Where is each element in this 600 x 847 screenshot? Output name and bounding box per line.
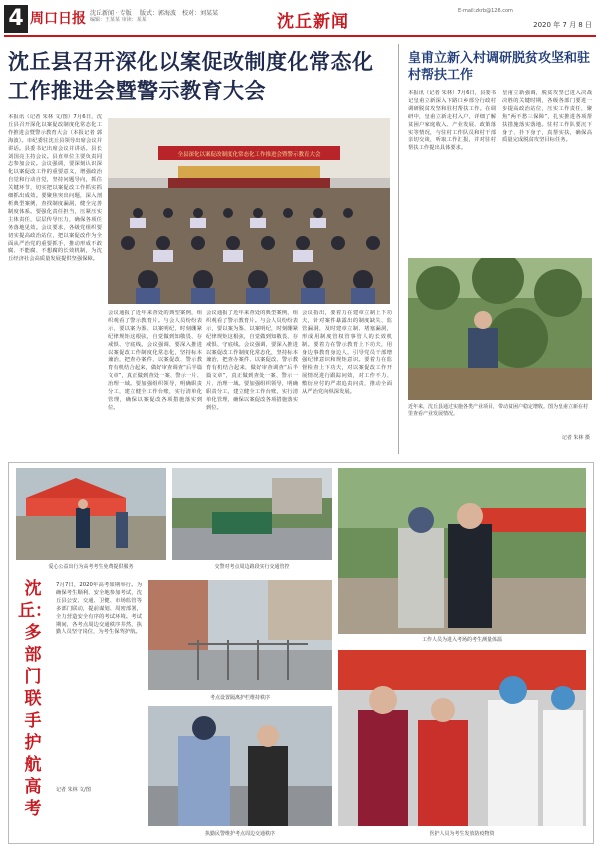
header-meta-2: 版式：郭海波	[140, 10, 177, 17]
header-email: E-mail:zkrb@126.com	[458, 8, 513, 14]
main-article-col-4: 会议指出，要着力在建章立制上下功夫，针对案件暴露出的制度缺失、监管漏洞，及时建章立制、堵塞漏洞，形成用制度管权管事管人的长效机制。要着力在警示教育上下功夫，用身边事教育身边人，引导党员干部增强纪律意识和规矩意识。要着力在监督检查上下功夫，对以案促改工作开展情况进行跟踪问效，对工作不力、敷衍应付的严肃追责问责，推动全面从严治党向纵深发展。	[302, 310, 392, 396]
photo-exam-barrier-art	[148, 580, 332, 690]
photo-police-duty	[148, 706, 332, 826]
side-article-col-1: 本报讯（记者 朱林）7月6日，县委书记皇甫立新深入卞路口乡部分行政村调研脱贫攻坚和驻村帮扶工作。在调研中，皇甫立新走村入户，详细了解贫困户家庭收入、产业发展、政策落实等情况，与驻村工作队员和村干部亲切交谈，听取工作汇报，并对驻村帮扶工作提出具体要求。	[408, 90, 496, 152]
header-meta-3: 校对：刘某某	[182, 10, 219, 17]
village-photo-credit: 记者 朱林 摄	[561, 435, 590, 441]
side-headline: 皇甫立新入村调研脱贫攻坚和驻村帮扶工作	[408, 51, 591, 83]
meeting-photo-art	[108, 118, 390, 304]
side-article-col-2: 皇甫立新强调，脱贫攻坚已进入决战决胜的关键时期，各级各部门要进一步提高政治站位，压实工作责任，聚焦“两不愁三保障”，扎实推进各项帮扶措施落实落地。驻村工作队要沉下身子、扑下身子，真帮实扶，确保高质量完成脱贫攻坚目标任务。	[502, 90, 592, 144]
village-photo	[408, 258, 592, 400]
main-article-col-1: 本报讯（记者 朱林 文/图）7月6日，沈丘县召开深化以案促改制度化常态化工作推进会暨警示教育大会（本报记者 郭海波）。市纪委驻沈丘县领导出席会议并讲话。县委书记出席会议并讲话。县长刘国亮主持会议。县直单位主要负责同志参加会议。会议强调，要深刻认识深化以案促改工作的重要意义，增强政治自觉和行动自觉，坚持问题导向，抓住关键环节，切实把以案促改工作抓实抓细抓出成效。要聚焦突出问题，深入剖析典型案例，查找制度漏洞，健全完善制度体系。要强化责任担当，压紧压实主体责任，层层传导压力，确保各项任务落地见效。会议要求，各级党组织要切实提高政治站位，把以案促改作为全面从严治党的重要抓手，推动形成不敢腐、不能腐、不想腐的长效机制，为沈丘经济社会高质量发展提供坚强保障。	[8, 114, 102, 263]
issue-date: 2020 年 7 月 8 日	[533, 21, 592, 29]
header-meta-1: 沈丘新闻 · 专版	[90, 10, 132, 17]
village-photo-caption: 近年来，沈丘县通过实施各类产业项目，带动贫困户稳定增收。图为皇甫立新在村里查看产业发展情况。	[408, 404, 589, 417]
section-title: 沈丘新闻	[277, 12, 349, 32]
caption-1: 爱心公益出行为高考考生免费提供服务	[48, 564, 134, 570]
paper-logo: 周口日报	[30, 11, 86, 27]
photo-street-traffic-art	[172, 468, 332, 560]
header-meta-sub: 编辑：王某某 审读：某某	[90, 17, 147, 23]
photo-temperature-check-art	[338, 468, 586, 634]
caption-5: 执勤民警维护考点周边交通秩序	[204, 831, 275, 837]
meeting-photo	[108, 118, 390, 304]
photo-temperature-check	[338, 468, 586, 634]
gaokao-article-text: 7月7日，2020年高考如期举行。为确保考生顺利、安全地参加考试，沈丘县公安、交通、卫健、市场监管等多部门联动，提前谋划、周密部署，全力营造安全有序的考试环境。考试期间，各考点周边交通秩序井然，执勤人员坚守岗位，为考生保驾护航。	[56, 582, 142, 636]
photo-police-duty-art	[148, 706, 332, 826]
meeting-banner: 全县深化以案促改制度化常态化工作推进会暨警示教育大会	[177, 152, 321, 158]
caption-3: 工作人员为进入考场的考生测量体温	[421, 637, 502, 643]
main-headline: 沈丘县召开深化以案促改制度化常态化工作推进会暨警示教育大会	[8, 49, 374, 103]
caption-2: 交警对考点周边路段实行交通管控	[214, 564, 290, 570]
header-rule	[4, 35, 596, 37]
gaokao-credit: 记者 朱林 文/图	[56, 787, 91, 793]
caption-4: 考点设置隔离护栏维持秩序	[209, 695, 270, 701]
photo-medical-staff-art	[338, 650, 586, 826]
photo-street-traffic	[172, 468, 332, 560]
photo-volunteer-tents-art	[16, 468, 166, 560]
caption-6: 医护人员为考生发放防疫物资	[429, 831, 495, 837]
village-photo-art	[408, 258, 592, 400]
page-number: 4	[4, 5, 28, 33]
column-divider	[398, 44, 399, 454]
photo-exam-barrier	[148, 580, 332, 690]
gaokao-headline: 沈丘：多部门联手护航高考	[18, 579, 52, 819]
photo-medical-staff	[338, 650, 586, 826]
photo-volunteer-tents	[16, 468, 166, 560]
main-article-col-3: 会议通报了近年来查处的典型案例，组织观看了警示教育片。与会人员纷纷表示，要以案为鉴、以案明纪，时刻绷紧纪律规矩这根弦，自觉做到知敬畏、存戒惧、守底线。会议强调，要深入推进以案促改工作制度化常态化，坚持标本兼治，把查办案件、以案促改、警示教育有机结合起来，做好审查调查“后半篇文章”，真正做到查处一案、警示一片、治理一域。要加强组织领导，明确职责分工，建立健全工作台账，实行清单化管理，确保以案促改各项措施落实到位。	[206, 310, 298, 411]
main-article-col-2: 会议通报了近年来查处的典型案例，组织观看了警示教育片。与会人员纷纷表示，要以案为鉴、以案明纪，时刻绷紧纪律规矩这根弦，自觉做到知敬畏、存戒惧、守底线。会议强调，要深入推进以案促改工作制度化常态化，坚持标本兼治，把查办案件、以案促改、警示教育有机结合起来，做好审查调查“后半篇文章”，真正做到查处一案、警示一片、治理一域。要加强组织领导，明确职责分工，建立健全工作台账，实行清单化管理，确保以案促改各项措施落实到位。	[108, 310, 202, 411]
